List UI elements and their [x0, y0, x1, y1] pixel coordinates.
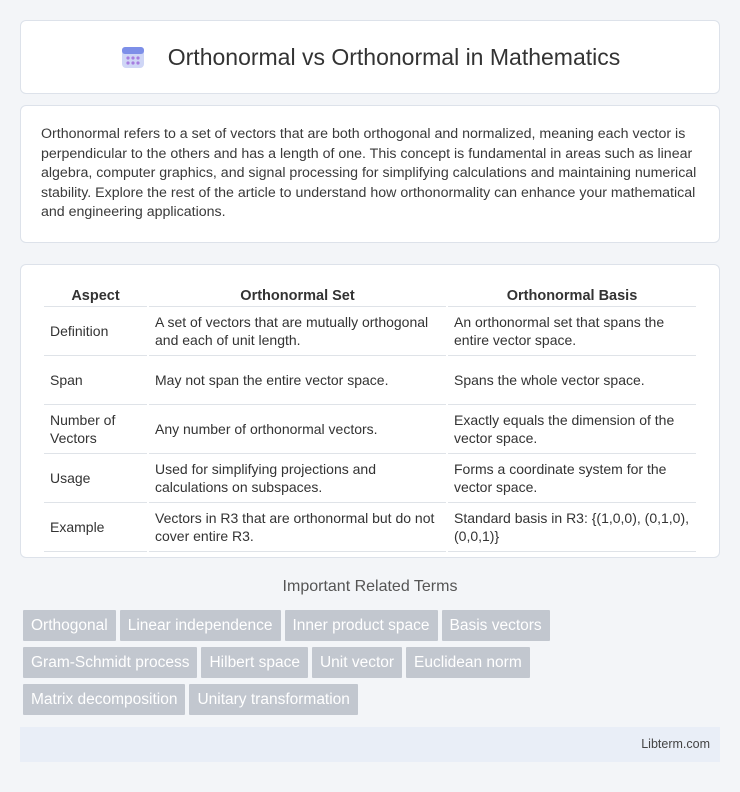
comparison-table	[42, 285, 698, 552]
related-term-tag[interactable]: Inner product space	[285, 610, 438, 641]
table-cell: Example	[44, 503, 147, 552]
table-cell: Definition	[44, 307, 147, 356]
related-term-tag[interactable]: Basis vectors	[442, 610, 550, 641]
table-row	[44, 307, 696, 356]
related-terms	[23, 610, 723, 721]
footer-site-link[interactable]: Libterm.com	[641, 737, 710, 751]
table-row	[44, 356, 696, 405]
calendar-icon	[120, 44, 146, 70]
table-cell: Usage	[44, 454, 147, 503]
page-title: Orthonormal vs Orthonormal in Mathematics	[167, 43, 621, 70]
related-term-tag[interactable]: Unit vector	[312, 647, 402, 678]
related-term-tag[interactable]: Hilbert space	[201, 647, 307, 678]
related-terms-title: Important Related Terms	[282, 578, 458, 595]
table-cell: Forms a coordinate system for the vector space.	[448, 454, 696, 503]
related-term-tag[interactable]: Unitary transformation	[189, 684, 357, 715]
related-term-tag[interactable]: Matrix decomposition	[23, 684, 185, 715]
header	[20, 20, 720, 94]
column-header: Orthonormal Basis	[448, 285, 696, 307]
table-cell: Standard basis in R3: {(1,0,0), (0,1,0), (0,0,1)}	[448, 503, 696, 552]
table-cell: A set of vectors that are mutually orthogonal and each of unit length.	[149, 307, 446, 356]
table-cell: May not span the entire vector space.	[149, 356, 446, 405]
table-row	[44, 503, 696, 552]
related-term-tag[interactable]: Orthogonal	[23, 610, 116, 641]
table-cell: Exactly equals the dimension of the vector space.	[448, 405, 696, 454]
table-cell: An orthonormal set that spans the entire vector space.	[448, 307, 696, 356]
related-term-tag[interactable]: Euclidean norm	[406, 647, 530, 678]
table-row	[44, 454, 696, 503]
table-cell: Used for simplifying projections and calculations on subspaces.	[149, 454, 446, 503]
table-cell: Vectors in R3 that are orthonormal but do not cover entire R3.	[149, 503, 446, 552]
column-header: Orthonormal Set	[149, 285, 446, 307]
table-cell: Any number of orthonormal vectors.	[149, 405, 446, 454]
intro-text: Orthonormal refers to a set of vectors that are both orthogonal and normalized, meaning each vector is perpendicular to the others and has a length of one. This concept is fundamental in areas such as linear algebra, computer graphics, and signal processing for simplifying calculations and maintaining numerical stability. Explore the rest of the article to understand how orthonormality can enhance your mathematical and engineering applications.	[41, 126, 697, 221]
table-cell: Spans the whole vector space.	[448, 356, 696, 405]
comparison-table-card	[20, 264, 720, 558]
table-cell: Number of Vectors	[44, 405, 147, 454]
footer	[20, 727, 720, 762]
table-cell: Span	[44, 356, 147, 405]
table-row	[44, 405, 696, 454]
related-term-tag[interactable]: Linear independence	[120, 610, 281, 641]
related-term-tag[interactable]: Gram-Schmidt process	[23, 647, 197, 678]
table-header-row	[44, 285, 696, 307]
intro-section	[20, 105, 720, 243]
column-header: Aspect	[44, 285, 147, 307]
